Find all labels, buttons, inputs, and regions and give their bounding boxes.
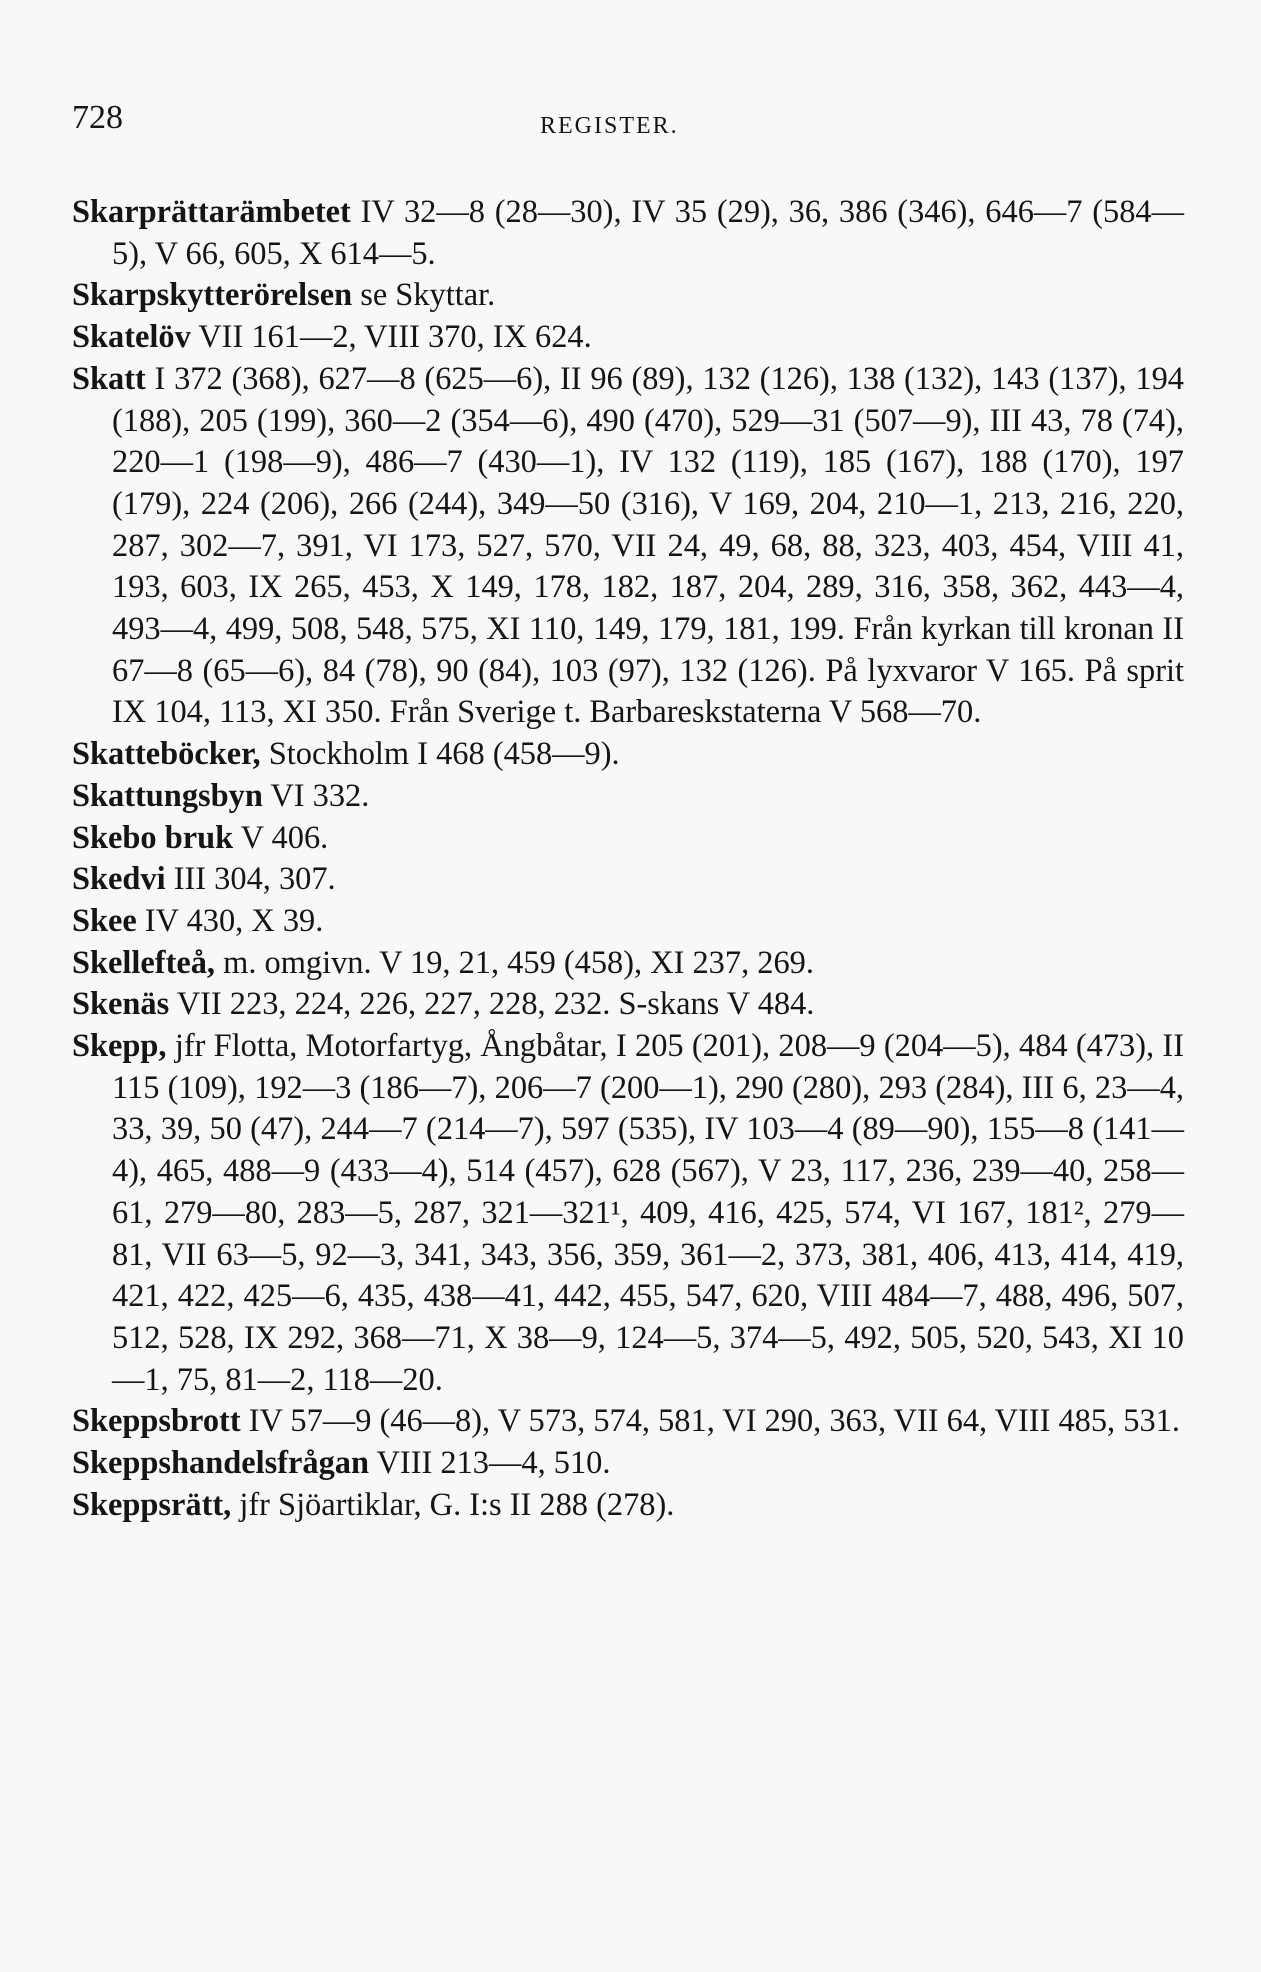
index-entry [72, 734, 1184, 776]
entry-references: VIII 213—4, 510. [369, 1445, 611, 1482]
page-number: 728 [72, 99, 123, 136]
index-entry [72, 818, 1184, 860]
index-entry [72, 859, 1184, 901]
index-entry [72, 359, 1184, 734]
entry-headword: Skeppshandelsfrågan [72, 1445, 370, 1482]
entry-headword: Skatteböcker, [72, 736, 261, 773]
running-head: REGISTER. [540, 113, 679, 139]
entry-headword: Skarprättarämbetet [72, 194, 351, 230]
entry-references: jfr Flotta, Motorfartyg, Ångbåtar, I 205 (201), 208—9 (204—5), 484 (473), II 115 (109), 192—3 (186—7), 206—7 (200—1), 290 (280), 293 (284), III 6, 23—4, 33, 39, 50 (47), 244—7 (214—7), 597 (535), IV 103—4 (89—90), 155—8 (141—4), 465, 488—9 (433—4), 514 (457), 628 (567), V 23, 117, 236, 239—40, 258—61, 279—80, 283—5, 287, 321—321¹, 409, 416, 425, 574, VI 167, 181², 279—81, VII 63—5, 92—3, 341, 343, 356, 359, 361—2, 373, 381, 406, 413, 414, 419, 421, 422, 425—6, 435, 438—41, 442, 455, 547, 620, VIII 484—7, 488, 496, 507, 512, 528, IX 292, 368—71, X 38—9, 124—5, 374—5, 492, 505, 520, 543, XI 10—1, 75, 81—2, 118—20. [112, 1028, 1184, 1398]
entry-headword: Skeppsrätt, [72, 1486, 232, 1523]
entry-references: jfr Sjöartiklar, G. I:s II 288 (278). [231, 1486, 675, 1523]
entry-headword: Skee [72, 902, 137, 939]
entry-references: I 372 (368), 627—8 (625—6), II 96 (89), 132 (126), 138 (132), 143 (137), 194 (188), 205 (199), 360—2 (354—6), 490 (470), 529—31 (507—9), III 43, 78 (74), 220—1 (198—9), 486—7 (430—1), IV 132 (119), 185 (167), 188 (170), 197 (179), 224 (206), 266 (244), 349—50 (316), V 169, 204, 210—1, 213, 216, 220, 287, 302—7, 391, VI 173, 527, 570, VII 24, 49, 68, 88, 323, 403, 454, VIII 41, 193, 603, IX 265, 453, X 149, 178, 182, 187, 204, 289, 316, 358, 362, 443—4, 493—4, 499, 508, 548, 575, XI 110, 149, 179, 181, 199. Från kyrkan till kronan II 67—8 (65—6), 84 (78), 90 (84), 103 (97), 132 (126). På lyxvaror V 165. På sprit IX 104, 113, XI 350. Från Sverige t. Barbareskstaterna V 568—70. [112, 360, 1184, 731]
entry-references: se Skyttar. [352, 277, 496, 314]
index-entry [72, 984, 1184, 1026]
entry-headword: Skarpskytterörelsen [72, 277, 353, 314]
entry-references: IV 57—9 (46—8), V 573, 574, 581, VI 290, 363, VII 64, VIII 485, 531. [240, 1403, 1180, 1440]
entry-references: VII 223, 224, 226, 227, 228, 232. S-skans V 484. [169, 986, 815, 1023]
entry-references: IV 430, X 39. [136, 902, 324, 939]
index-entry [72, 776, 1184, 818]
entry-references: Stockholm I 468 (458—9). [260, 736, 620, 773]
entry-references: V 406. [233, 819, 329, 856]
entry-references: III 304, 307. [165, 861, 336, 898]
index-entry [72, 317, 1184, 359]
entry-headword: Skellefteå, [72, 944, 216, 981]
index-entry [72, 1485, 1184, 1527]
entry-headword: Skatt [72, 360, 146, 397]
entry-references: VII 161—2, VIII 370, IX 624. [190, 319, 592, 356]
entry-references: IV 32—8 (28—30), IV 35 (29), 36, 386 (346), 646—7 (584—5), V 66, 605, X 614—5. [112, 194, 1184, 272]
entry-headword: Skeppsbrott [72, 1403, 241, 1440]
index-entry [72, 1026, 1184, 1401]
index-entry [72, 192, 1184, 275]
index-entry [72, 943, 1184, 985]
entry-headword: Skattungsbyn [72, 777, 263, 814]
index-entry [72, 1443, 1184, 1485]
entry-headword: Skenäs [72, 986, 170, 1023]
index-entry [72, 275, 1184, 317]
index-entries [72, 192, 1184, 1527]
index-entry [72, 901, 1184, 943]
entry-headword: Skatelöv [72, 319, 191, 356]
entry-references: m. omgivn. V 19, 21, 459 (458), XI 237, 269. [215, 944, 814, 981]
entry-references: VI 332. [262, 777, 370, 814]
entry-headword: Skebo bruk [72, 819, 234, 856]
index-entry [72, 1401, 1184, 1443]
entry-headword: Skedvi [72, 861, 166, 898]
entry-headword: Skepp, [72, 1028, 167, 1065]
